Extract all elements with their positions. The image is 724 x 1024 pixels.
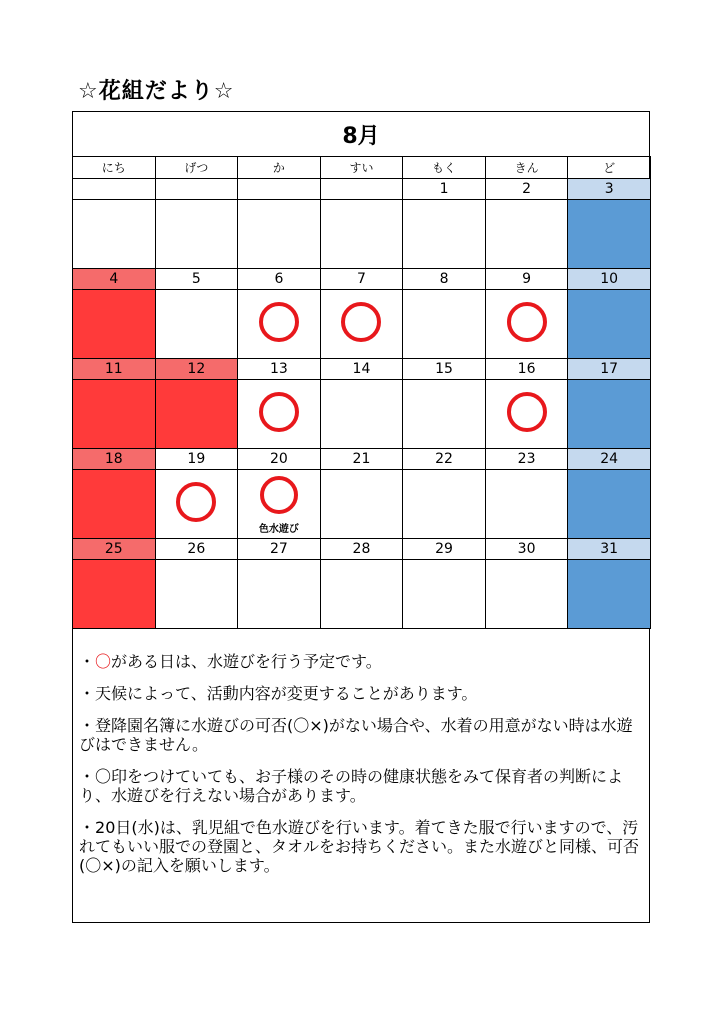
day-number: 26 (155, 539, 238, 560)
color-water-play-circle-icon (260, 476, 298, 514)
water-play-circle-icon (259, 302, 299, 342)
day-number: 20 (238, 449, 321, 470)
day-number: 19 (155, 449, 238, 470)
day-number: 17 (568, 359, 651, 380)
day-cell (238, 290, 321, 359)
note-text: 20日(水)は、乳児組で色水遊びを行います。着てきた服で行いますので、汚れてもいい服での登園と、タオルをお持ちください。また水遊びと同様、可否(〇×)の記入を願いします。 (79, 818, 640, 875)
day-cell (238, 560, 321, 629)
day-number: 13 (238, 359, 321, 380)
weekday-mon: げつ (155, 157, 238, 179)
day-cell (73, 560, 156, 629)
water-play-circle-icon (507, 302, 547, 342)
week-4-numbers (73, 449, 651, 470)
page-title: ☆花組だより☆ (78, 79, 235, 104)
day-cell (403, 290, 486, 359)
note-item: ・天候によって、活動内容が変更することがあります。 (79, 684, 478, 703)
day-cell (568, 290, 651, 359)
week-3-numbers (73, 359, 651, 380)
day-cell (155, 380, 238, 449)
day-number: 23 (485, 449, 568, 470)
day-cell (485, 290, 568, 359)
note-text: がある日は、水遊びを行う予定です。 (111, 652, 382, 671)
day-number: 8 (403, 269, 486, 290)
day-cell (238, 380, 321, 449)
day-number: 12 (155, 359, 238, 380)
week-2-numbers (73, 269, 651, 290)
notes-section (79, 652, 645, 888)
day-cell (485, 470, 568, 539)
weekday-sun: にち (73, 157, 156, 179)
day-number: 28 (320, 539, 403, 560)
day-cell (320, 560, 403, 629)
day-number: 24 (568, 449, 651, 470)
day-number: 11 (73, 359, 156, 380)
note-item: ・登降園名簿に水遊びの可否(〇×)がない場合や、水着の用意がない時は水遊びはできません。 (79, 716, 633, 754)
month-header: 8月 (73, 112, 649, 157)
event-label: 色水遊び (258, 523, 299, 535)
day-cell (403, 560, 486, 629)
week-3-cells (73, 380, 651, 449)
week-2-cells (73, 290, 651, 359)
day-number: 6 (238, 269, 321, 290)
calendar-frame (72, 111, 650, 923)
week-4-cells (73, 470, 651, 539)
week-5-numbers (73, 539, 651, 560)
day-number: 9 (485, 269, 568, 290)
day-cell (320, 470, 403, 539)
day-number: 27 (238, 539, 321, 560)
day-number: 1 (403, 179, 486, 200)
calendar-table (72, 156, 651, 629)
circle-mark: 〇 (95, 652, 112, 671)
note-item: ・〇がある日は、水遊びを行う予定です。 (79, 652, 382, 671)
day-cell (568, 200, 651, 269)
day-number (238, 179, 321, 200)
day-cell (485, 200, 568, 269)
day-number: 21 (320, 449, 403, 470)
weekday-row (73, 157, 651, 179)
day-number: 31 (568, 539, 651, 560)
weekday-thu: もく (403, 157, 486, 179)
day-number: 15 (403, 359, 486, 380)
day-cell (320, 290, 403, 359)
day-cell (155, 290, 238, 359)
note-text: 〇印をつけていても、お子様のその時の健康状態をみて保育者の判断により、水遊びを行えない場合があります。 (79, 767, 624, 805)
weekday-tue: か (238, 157, 321, 179)
water-play-circle-icon (341, 302, 381, 342)
day-number: 2 (485, 179, 568, 200)
day-number (73, 179, 156, 200)
day-cell (568, 380, 651, 449)
day-cell (403, 470, 486, 539)
day-number: 7 (320, 269, 403, 290)
day-cell (155, 200, 238, 269)
water-play-circle-icon (507, 392, 547, 432)
note-item: ・〇印をつけていても、お子様のその時の健康状態をみて保育者の判断により、水遊びを行えない場合があります。 (79, 767, 624, 805)
day-number: 30 (485, 539, 568, 560)
week-1-numbers (73, 179, 651, 200)
day-cell (568, 560, 651, 629)
note-item: ・20日(水)は、乳児組で色水遊びを行います。着てきた服で行いますので、汚れてもいい服での登園と、タオルをお持ちください。また水遊びと同様、可否(〇×)の記入を願いします。 (79, 818, 640, 875)
day-cell (403, 200, 486, 269)
day-number: 22 (403, 449, 486, 470)
day-number: 3 (568, 179, 651, 200)
day-cell (320, 200, 403, 269)
day-cell (403, 380, 486, 449)
day-number: 29 (403, 539, 486, 560)
day-number: 25 (73, 539, 156, 560)
day-cell (73, 290, 156, 359)
day-number: 16 (485, 359, 568, 380)
day-number: 4 (73, 269, 156, 290)
note-text: 登降園名簿に水遊びの可否(〇×)がない場合や、水着の用意がない時は水遊びはできません。 (79, 716, 633, 754)
weekday-wed: すい (320, 157, 403, 179)
day-cell (73, 470, 156, 539)
water-play-circle-icon (176, 482, 216, 522)
day-cell (485, 560, 568, 629)
day-number: 18 (73, 449, 156, 470)
day-number (320, 179, 403, 200)
day-number (155, 179, 238, 200)
day-cell (238, 470, 321, 539)
day-number: 5 (155, 269, 238, 290)
day-number: 10 (568, 269, 651, 290)
day-cell (73, 380, 156, 449)
day-cell (568, 470, 651, 539)
weekday-fri: きん (485, 157, 568, 179)
day-cell (238, 200, 321, 269)
note-text: 天候によって、活動内容が変更することがあります。 (95, 684, 478, 703)
water-play-circle-icon (259, 392, 299, 432)
day-cell (155, 470, 238, 539)
week-5-cells (73, 560, 651, 629)
weekday-sat: ど (568, 157, 651, 179)
day-cell (155, 560, 238, 629)
day-cell (485, 380, 568, 449)
week-1-cells (73, 200, 651, 269)
day-number: 14 (320, 359, 403, 380)
day-cell (320, 380, 403, 449)
day-cell (73, 200, 156, 269)
